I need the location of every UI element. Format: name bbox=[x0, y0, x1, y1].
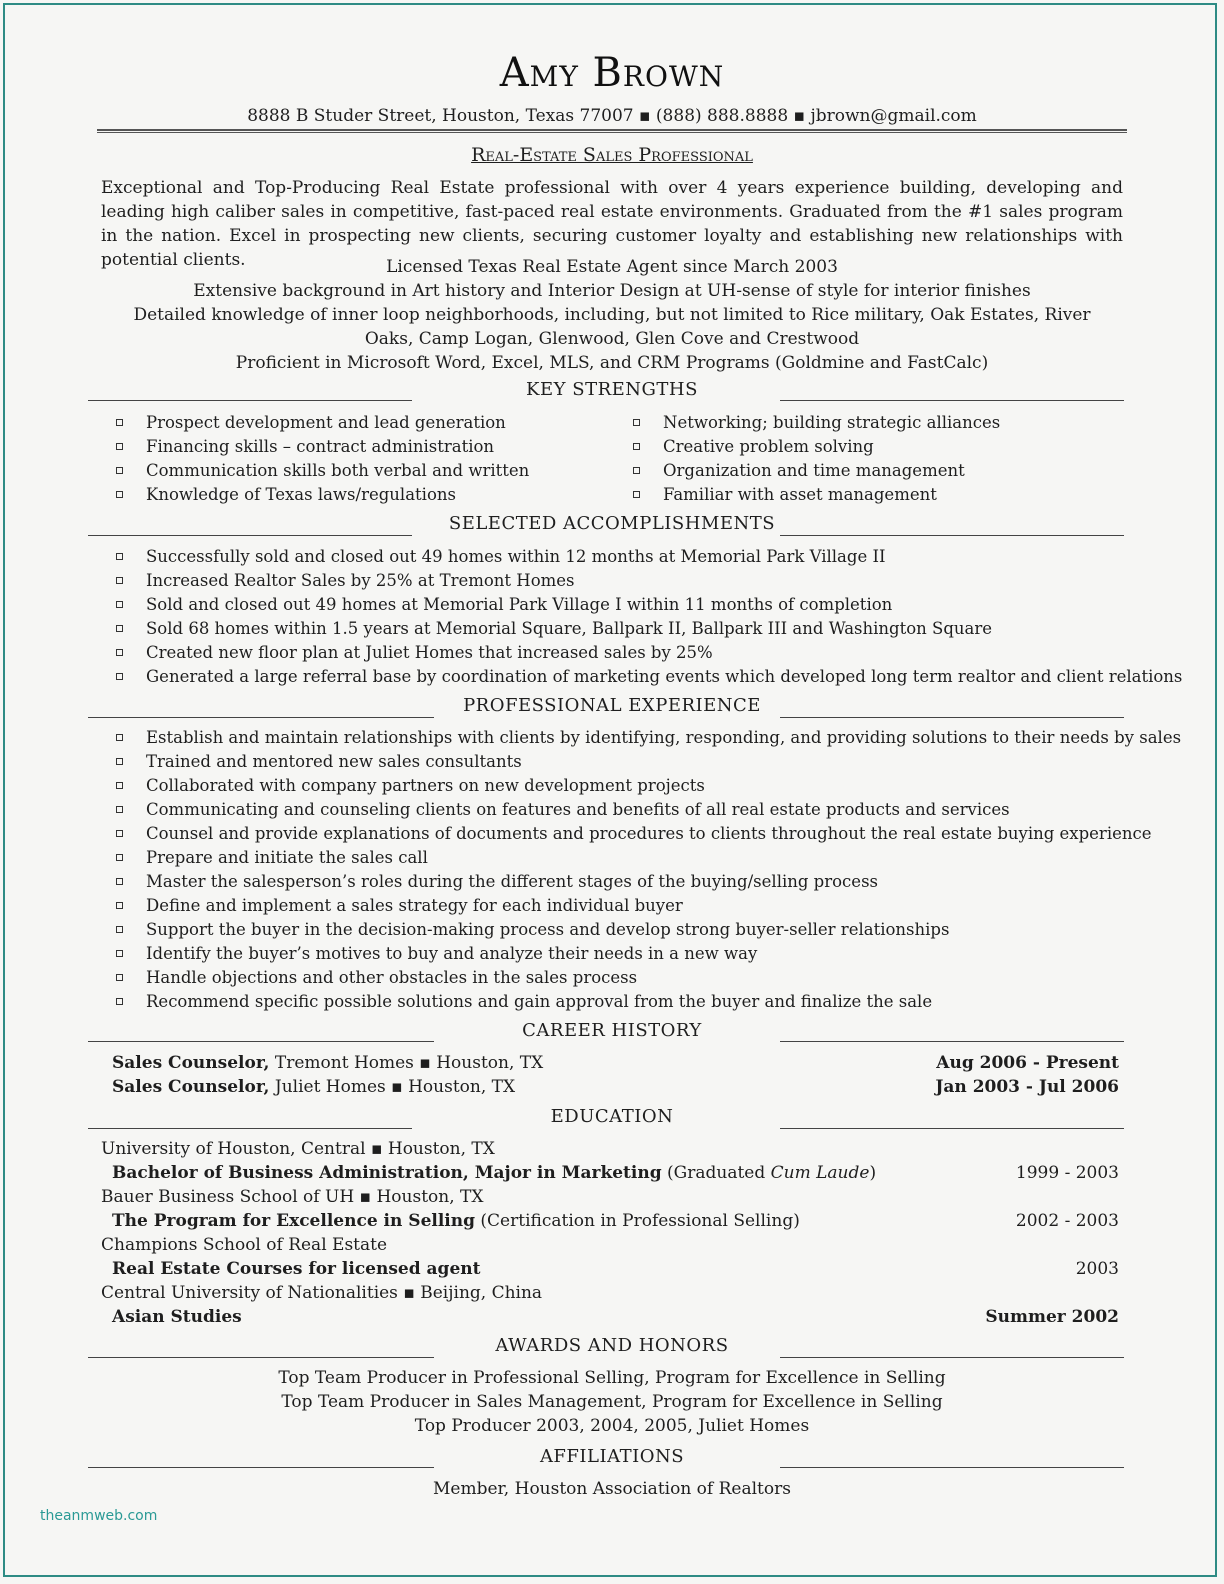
section-rule bbox=[88, 1467, 434, 1468]
degree-name: The Program for Excellence in Selling bbox=[112, 1211, 476, 1231]
section-rule bbox=[88, 400, 412, 401]
highlights bbox=[101, 255, 1123, 375]
list-item: Member, Houston Association of Realtors bbox=[433, 1479, 791, 1499]
list-item: Knowledge of Texas laws/regulations bbox=[116, 483, 529, 507]
job-title: Sales Counselor, bbox=[112, 1077, 270, 1097]
contact-line: 8888 B Studer Street, Houston, Texas 77007 ▪ (888) 888.8888 ▪ jbrown@gmail.com bbox=[247, 106, 977, 126]
degree-row bbox=[101, 1305, 1119, 1329]
degree-row: Bachelor of Business Administration, Major in Marketing (Graduated Cum Laude) 1999 - 2003 bbox=[112, 1163, 1119, 1183]
school-row bbox=[101, 1137, 1119, 1161]
bullet-icon bbox=[633, 443, 640, 450]
degree-name: Bachelor of Business Administration, Major in Marketing bbox=[112, 1163, 662, 1183]
list-item: Generated a large referral base by coordination of marketing events which developed long term realtor and client relations bbox=[116, 665, 1182, 689]
section-title-experience: PROFESSIONAL EXPERIENCE bbox=[463, 695, 761, 716]
employer: Juliet Homes ▪ Houston, TX bbox=[269, 1077, 516, 1097]
school-name: University of Houston, Central ▪ Houston, TX bbox=[101, 1139, 495, 1159]
career-row bbox=[101, 1051, 1119, 1075]
degree-row bbox=[101, 1257, 1119, 1281]
awards-list bbox=[101, 1366, 1123, 1438]
degree-name: Asian Studies bbox=[112, 1307, 242, 1327]
degree-dates: 2003 bbox=[1075, 1259, 1119, 1279]
job-dates: Jan 2003 - Jul 2006 bbox=[935, 1077, 1119, 1097]
section-title-accomplishments: SELECTED ACCOMPLISHMENTS bbox=[448, 513, 776, 534]
bullet-icon bbox=[116, 553, 123, 560]
employer: Tremont Homes ▪ Houston, TX bbox=[269, 1053, 544, 1073]
section-rule bbox=[780, 400, 1124, 401]
bullet-icon bbox=[116, 806, 123, 813]
section-rule bbox=[88, 1128, 412, 1129]
bullet-icon bbox=[116, 998, 123, 1005]
section-rule bbox=[780, 1357, 1124, 1358]
summary-paragraph: Exceptional and Top-Producing Real Estate professional with over 4 years experience building, developing and leading high caliber sales in competitive, fast-paced real estate environments. Graduated from the #1 sales program in the nation. Excel in prospecting new clients, securing customer loyalty and establishing new relationships with potential clients. bbox=[101, 178, 1123, 270]
school-name: Champions School of Real Estate bbox=[101, 1235, 388, 1255]
bullet-icon bbox=[116, 782, 123, 789]
section-rule bbox=[88, 1041, 434, 1042]
bullet-icon bbox=[633, 419, 640, 426]
list-item: Collaborated with company partners on new development projects bbox=[116, 774, 1181, 798]
highlight-line: Extensive background in Art history and Interior Design at UH-sense of style for interior finishes bbox=[193, 281, 1031, 301]
bullet-icon bbox=[116, 758, 123, 765]
highlight-line: Proficient in Microsoft Word, Excel, MLS, and CRM Programs (Goldmine and FastCalc) bbox=[235, 353, 989, 373]
list-item: Trained and mentored new sales consultants bbox=[116, 750, 1181, 774]
bullet-icon bbox=[633, 491, 640, 498]
list-item: Handle objections and other obstacles in the sales process bbox=[116, 966, 1181, 990]
list-item: Creative problem solving bbox=[633, 435, 1000, 459]
list-item: Sold and closed out 49 homes at Memorial Park Village I within 11 months of completion bbox=[116, 593, 1182, 617]
bullet-icon bbox=[116, 419, 123, 426]
list-item: Define and implement a sales strategy for each individual buyer bbox=[116, 894, 1181, 918]
bullet-icon bbox=[116, 601, 123, 608]
school-row bbox=[101, 1185, 1119, 1209]
bullet-icon bbox=[116, 902, 123, 909]
list-item: Networking; building strategic alliances bbox=[633, 411, 1000, 435]
list-item: Organization and time management bbox=[633, 459, 1000, 483]
list-item: Prospect development and lead generation bbox=[116, 411, 529, 435]
job-title: Sales Counselor, bbox=[112, 1053, 270, 1073]
list-item: Communicating and counseling clients on features and benefits of all real estate products and services bbox=[116, 798, 1181, 822]
bullet-icon bbox=[116, 734, 123, 741]
section-rule bbox=[88, 717, 434, 718]
list-item: Top Team Producer in Professional Selling, Program for Excellence in Selling bbox=[278, 1368, 946, 1388]
accomplishments-list bbox=[116, 545, 1182, 689]
bullet-icon bbox=[116, 950, 123, 957]
list-item: Created new floor plan at Juliet Homes that increased sales by 25% bbox=[116, 641, 1182, 665]
bullet-icon bbox=[116, 649, 123, 656]
bullet-icon bbox=[116, 854, 123, 861]
bullet-icon bbox=[116, 878, 123, 885]
list-item: Prepare and initiate the sales call bbox=[116, 846, 1181, 870]
section-title-education: EDUCATION bbox=[550, 1106, 674, 1127]
list-item: Identify the buyer’s motives to buy and analyze their needs in a new way bbox=[116, 942, 1181, 966]
list-item: Recommend specific possible solutions and gain approval from the buyer and finalize the sale bbox=[116, 990, 1181, 1014]
bullet-icon bbox=[116, 926, 123, 933]
list-item: Top Producer 2003, 2004, 2005, Juliet Homes bbox=[414, 1416, 810, 1436]
watermark-text: theanmweb.com bbox=[40, 1508, 158, 1524]
header-divider bbox=[97, 129, 1127, 133]
degree-dates: Summer 2002 bbox=[985, 1307, 1119, 1327]
section-rule bbox=[88, 535, 412, 536]
list-item: Top Team Producer in Sales Management, Program for Excellence in Selling bbox=[281, 1392, 943, 1412]
section-rule bbox=[780, 1041, 1124, 1042]
bullet-icon bbox=[116, 830, 123, 837]
degree-row: The Program for Excellence in Selling (Certification in Professional Selling) 2002 - 2003 bbox=[112, 1211, 1119, 1231]
bullet-icon bbox=[116, 974, 123, 981]
list-item: Sold 68 homes within 1.5 years at Memorial Square, Ballpark II, Ballpark III and Washington Square bbox=[116, 617, 1182, 641]
section-rule bbox=[780, 717, 1124, 718]
section-title-awards: AWARDS AND HONORS bbox=[495, 1335, 729, 1356]
section-title-career-history: CAREER HISTORY bbox=[522, 1020, 702, 1041]
bullet-icon bbox=[633, 467, 640, 474]
list-item: Support the buyer in the decision-making process and develop strong buyer-seller relationships bbox=[116, 918, 1181, 942]
bullet-icon bbox=[116, 625, 123, 632]
section-title-key-strengths: KEY STRENGTHS bbox=[526, 379, 698, 400]
bullet-icon bbox=[116, 673, 123, 680]
job-dates: Aug 2006 - Present bbox=[936, 1053, 1119, 1073]
career-row bbox=[101, 1075, 1119, 1099]
list-item: Increased Realtor Sales by 25% at Tremont Homes bbox=[116, 569, 1182, 593]
school-name: Central University of Nationalities ▪ Beijing, China bbox=[101, 1283, 543, 1303]
section-rule bbox=[780, 1467, 1124, 1468]
bullet-icon bbox=[116, 443, 123, 450]
school-row bbox=[101, 1233, 1119, 1257]
degree-dates: 1999 - 2003 bbox=[1015, 1163, 1119, 1183]
strengths-left-list bbox=[116, 411, 529, 507]
degree-name: Real Estate Courses for licensed agent bbox=[112, 1259, 481, 1279]
school-row bbox=[101, 1281, 1119, 1305]
list-item: Familiar with asset management bbox=[633, 483, 1000, 507]
school-name: Bauer Business School of UH ▪ Houston, TX bbox=[101, 1187, 484, 1207]
bullet-icon bbox=[116, 467, 123, 474]
bullet-icon bbox=[116, 577, 123, 584]
highlight-line: Detailed knowledge of inner loop neighborhoods, including, but not limited to Rice military, Oak Estates, River Oaks, Camp Logan, Glenwood, Glen Cove and Crestwood bbox=[133, 305, 1091, 349]
strengths-right-list bbox=[633, 411, 1000, 507]
section-rule bbox=[780, 1128, 1124, 1129]
list-item: Successfully sold and closed out 49 homes within 12 months at Memorial Park Village II bbox=[116, 545, 1182, 569]
section-title-affiliations: AFFILIATIONS bbox=[539, 1446, 685, 1467]
candidate-name: Amy Brown bbox=[499, 50, 725, 96]
affiliations-list bbox=[101, 1477, 1123, 1501]
highlight-line: Licensed Texas Real Estate Agent since March 2003 bbox=[386, 257, 838, 277]
list-item: Communication skills both verbal and written bbox=[116, 459, 529, 483]
section-rule bbox=[780, 535, 1124, 536]
list-item: Financing skills – contract administration bbox=[116, 435, 529, 459]
bullet-icon bbox=[116, 491, 123, 498]
degree-dates: 2002 - 2003 bbox=[1015, 1211, 1119, 1231]
professional-headline: Real-Estate Sales Professional bbox=[471, 144, 753, 166]
list-item: Master the salesperson’s roles during the different stages of the buying/selling process bbox=[116, 870, 1181, 894]
experience-list bbox=[116, 726, 1181, 1014]
list-item: Establish and maintain relationships with clients by identifying, responding, and providing solutions to their needs by sales bbox=[116, 726, 1181, 750]
list-item: Counsel and provide explanations of documents and procedures to clients throughout the real estate buying experience bbox=[116, 822, 1181, 846]
section-rule bbox=[88, 1357, 434, 1358]
